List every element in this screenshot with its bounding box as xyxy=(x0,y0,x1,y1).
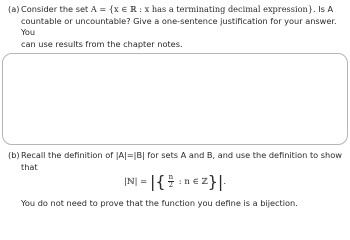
part-a-label: (a) xyxy=(8,4,20,14)
fraction xyxy=(168,174,175,189)
fraction-numerator: n xyxy=(168,173,174,181)
equation-condition: : n ∈ ℤ xyxy=(176,177,208,187)
part-b-label: (b) xyxy=(8,150,20,160)
part-b-line-1: (b)Recall the definition of |A|=|B| for sets A and B, and use the definition to show xyxy=(8,150,342,160)
part-b-note: You do not need to prove that the function you define is a bijection. xyxy=(21,198,298,208)
set-definition: A = {x ∈ ℝ : x has a terminating decimal expression}. xyxy=(90,4,316,14)
problem-part-b xyxy=(8,150,344,173)
part-b-line-2: that xyxy=(21,161,38,172)
part-a-line-1: (a) Consider the set A = {x ∈ ℝ : x has a terminating decimal expression}. Is A xyxy=(8,4,334,14)
answer-box[interactable] xyxy=(2,53,348,145)
problem-part-a xyxy=(8,4,344,50)
abs-close: }| xyxy=(207,172,224,191)
equation-lhs: |ℕ| = xyxy=(123,177,150,187)
part-a-line-2: countable or uncountable? Give a one-sentence justification for your answer. You xyxy=(21,15,337,37)
abs-open: |{ xyxy=(150,172,166,191)
part-a-line-3: can use results from the chapter notes. xyxy=(21,38,183,49)
cardinality-equation: |ℕ| = |{ $\frac{n}{2}$ : n ∈ ℤ}|. xyxy=(123,172,227,191)
fraction-denominator: 2 xyxy=(168,181,174,189)
